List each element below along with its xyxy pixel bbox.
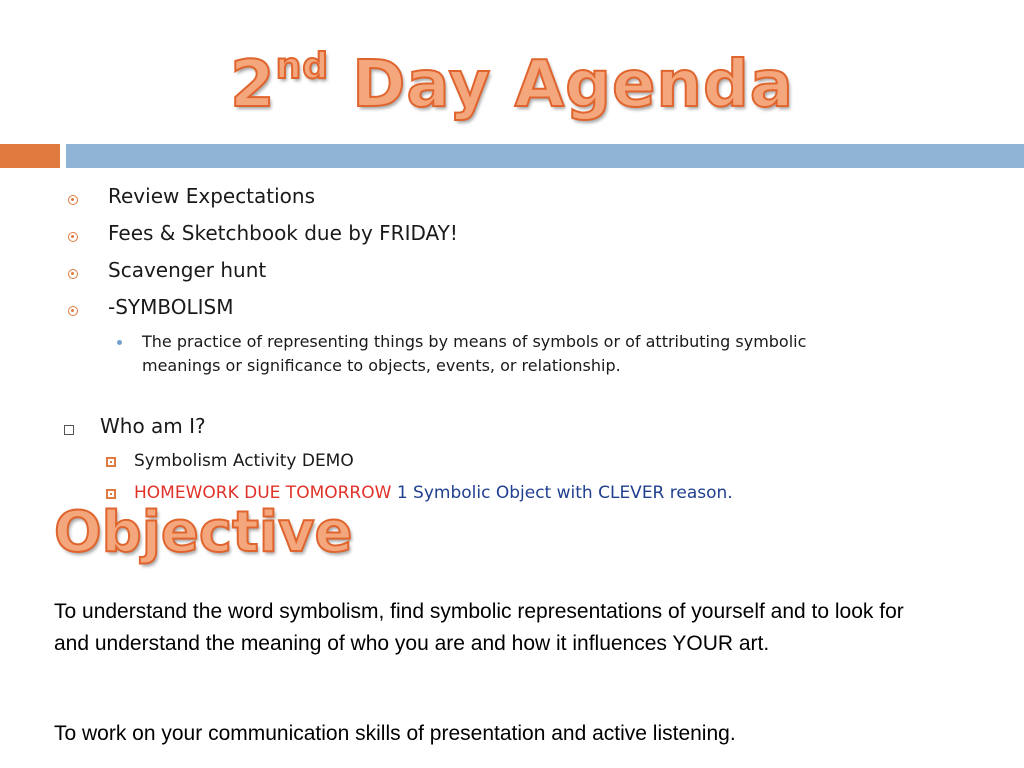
agenda-item-who-am-i: Who am I? <box>100 414 206 438</box>
agenda-item-symbolism: -SYMBOLISM <box>108 295 234 319</box>
circle-target-icon <box>68 269 78 279</box>
agenda-item-review: Review Expectations <box>108 184 316 208</box>
agenda-item-fees: Fees & Sketchbook due by FRIDAY! <box>108 221 458 245</box>
square-bullet-icon <box>106 489 116 499</box>
circle-target-icon <box>68 195 78 205</box>
title-text: Day Agenda <box>329 48 794 122</box>
sub-item-activity-demo: Symbolism Activity DEMO <box>134 451 354 471</box>
objective-paragraph-1: To understand the word symbolism, find symbolic representations of yourself and to look for and understand the meaning of who you are and how it influences YOUR art. <box>54 600 904 655</box>
circle-target-icon <box>68 232 78 242</box>
dot-bullet-icon <box>117 340 122 345</box>
title-number: 2 <box>230 48 276 122</box>
agenda-item-scavenger: Scavenger hunt <box>108 258 267 282</box>
checkbox-icon <box>64 425 74 435</box>
objective-heading: Objective <box>54 500 353 565</box>
symbolism-definition: The practice of representing things by means of symbols or of attributing symbolic meanings or significance to objects, events, or relationship. <box>142 332 807 375</box>
homework-detail: 1 Symbolic Object with CLEVER reason. <box>391 483 733 503</box>
title-superscript: nd <box>275 46 329 87</box>
homework-label: HOMEWORK DUE TOMORROW <box>134 483 392 503</box>
circle-target-icon <box>68 306 78 316</box>
objective-paragraph-2: To work on your communication skills of presentation and active listening. <box>54 722 736 745</box>
square-bullet-icon <box>106 457 116 467</box>
